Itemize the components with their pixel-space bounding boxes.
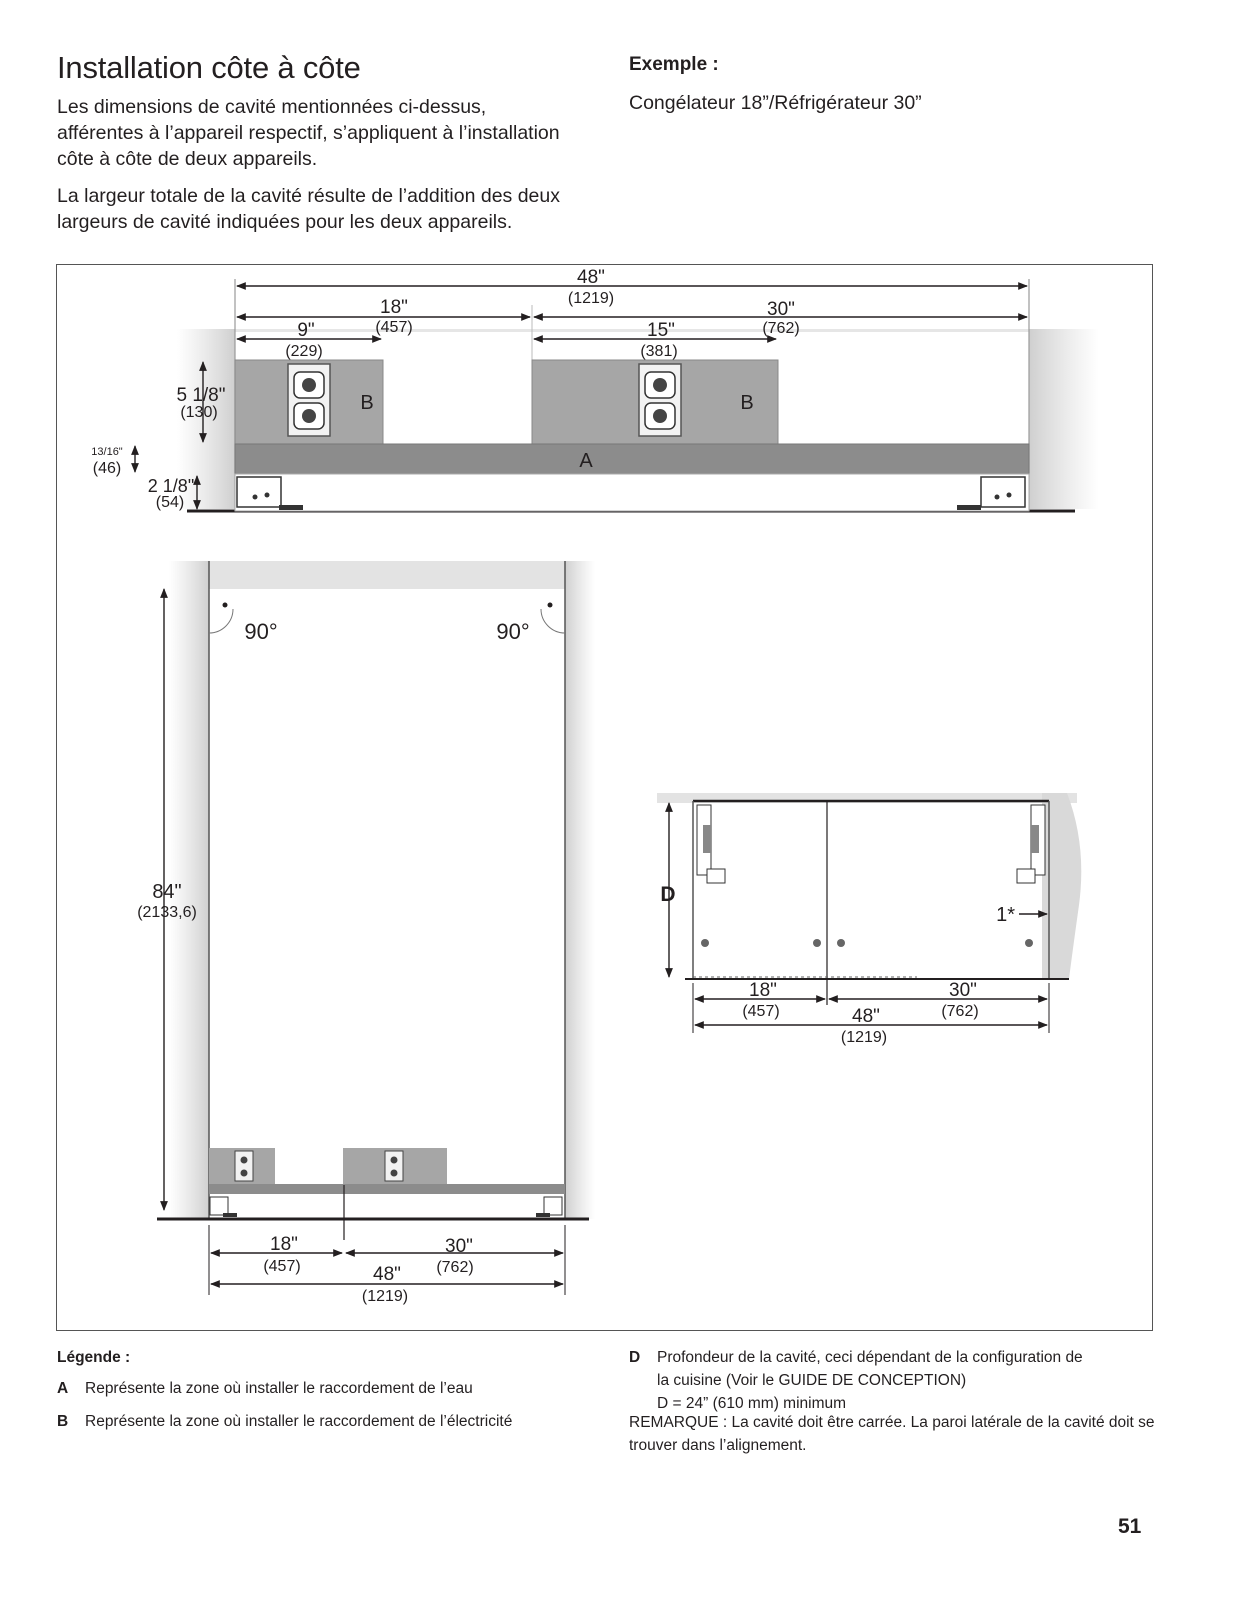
legend-text-d-3: D = 24” (610 mm) minimum — [657, 1395, 847, 1412]
remark-note: REMARQUE : La cavité doit être carrée. La paroi latérale de la cavité doit se trouver dans l’alignement. — [629, 1414, 1155, 1454]
dim-a-height-mm: (46) — [92, 460, 122, 477]
dim-left-in: 18" — [380, 297, 408, 318]
outlet-icon — [385, 1151, 403, 1181]
dim-right-mm: (762) — [762, 320, 800, 337]
top-elevation — [91, 267, 1099, 511]
diagram-svg — [57, 265, 1154, 1332]
dim-plan-right-in: 30" — [949, 980, 977, 1001]
dim-plan-left-in: 18" — [749, 980, 777, 1001]
angle-left: 90° — [244, 619, 278, 644]
front-wall-right-shade — [565, 561, 595, 1219]
dim-plan-total-in: 48" — [852, 1006, 880, 1027]
legend-key-a: A — [57, 1380, 69, 1397]
label-d: D — [660, 883, 676, 906]
label-a: A — [579, 450, 593, 472]
angle-right: 90° — [496, 619, 530, 644]
outlet-icon — [235, 1151, 253, 1181]
dim-right-in: 30" — [767, 299, 795, 320]
angle-arc-left — [209, 609, 233, 633]
legend-text-d-2: la cuisine (Voir le GUIDE DE CONCEPTION) — [657, 1372, 967, 1389]
wall-right-shade — [1029, 329, 1099, 509]
hinge-bracket-icon — [1017, 805, 1045, 883]
legend-text-d-1: Profondeur de la cavité, ceci dépendant de la configuration de — [657, 1349, 1083, 1366]
dim-front-left-in: 18" — [270, 1234, 298, 1255]
installation-diagram — [56, 264, 1153, 1331]
dim-plan-total-mm: (1219) — [840, 1029, 888, 1046]
dim-front-right-in: 30" — [445, 1236, 473, 1257]
outlet-icon — [639, 364, 681, 436]
dim-b2-in: 15" — [647, 320, 675, 341]
dim-b1-mm: (229) — [285, 343, 323, 360]
example-title: Exemple : — [629, 54, 719, 75]
dim-b2-mm: (381) — [640, 343, 678, 360]
label-b-left: B — [360, 392, 374, 414]
dim-gap: 1* — [996, 904, 1015, 926]
dim-height-in: 84" — [152, 881, 182, 903]
dim-front-left-mm: (457) — [263, 1258, 301, 1275]
dim-plan-left-mm: (457) — [742, 1003, 780, 1020]
front-zone-a — [209, 1184, 565, 1194]
dim-front-total-in: 48" — [373, 1264, 401, 1285]
zone-a — [235, 444, 1029, 474]
corner-dot — [223, 603, 228, 608]
legend-item-b — [57, 1413, 512, 1431]
outlet-icon — [288, 364, 330, 436]
page-number: 51 — [1118, 1515, 1142, 1538]
legend-text-b: Représente la zone où installer le raccordement de l’électricité — [85, 1413, 513, 1430]
dim-base-height-mm: (54) — [155, 494, 185, 511]
legend-text-a: Représente la zone où installer le raccordement de l’eau — [85, 1380, 473, 1397]
dim-b1-in: 9" — [297, 320, 315, 341]
front-elevation — [137, 561, 595, 1305]
dim-b-height-mm: (130) — [180, 404, 218, 421]
width-paragraph: La largeur totale de la cavité résulte de l’addition des deux largeurs de cavité indiquées pour les deux appareils. — [57, 185, 560, 233]
hinge-bracket-icon — [697, 805, 725, 883]
legend-item-a — [57, 1380, 473, 1398]
base-zone — [235, 474, 1029, 511]
intro-paragraph: Les dimensions de cavité mentionnées ci-dessus, afférentes à l’appareil respectif, s’appliquent à l’installation côte à côte de deux appareils. — [57, 96, 560, 170]
dim-front-right-mm: (762) — [436, 1259, 474, 1276]
plan-wall-shade — [1042, 793, 1081, 979]
foot-bracket-icon — [210, 1197, 237, 1217]
corner-dot — [548, 603, 553, 608]
angle-arc-right — [541, 609, 565, 633]
plan-dot — [837, 939, 845, 947]
dim-plan-right-mm: (762) — [941, 1003, 979, 1020]
dim-total-mm: (1219) — [567, 290, 615, 307]
foot-bracket-icon — [536, 1197, 562, 1217]
dim-a-height-in: 13/16" — [91, 446, 123, 458]
legend-item-d — [629, 1346, 1169, 1415]
dim-b-height-in: 5 1/8" — [176, 385, 226, 406]
plan-dot — [701, 939, 709, 947]
plan-dot — [813, 939, 821, 947]
plan-dot — [1025, 939, 1033, 947]
legend-title: Légende : — [57, 1349, 131, 1366]
front-top-shade — [209, 561, 565, 589]
dim-total-in: 48" — [577, 267, 605, 288]
dim-base-height-in: 2 1/8" — [147, 476, 195, 496]
label-b-right: B — [740, 392, 754, 414]
plan-view — [657, 793, 1081, 1046]
page-title: Installation côte à côte — [57, 50, 361, 85]
example-text: Congélateur 18”/Réfrigérateur 30” — [629, 92, 922, 114]
dim-front-total-mm: (1219) — [361, 1288, 409, 1305]
legend-key-b: B — [57, 1413, 69, 1430]
dim-left-mm: (457) — [375, 319, 413, 336]
wall-top-shade — [235, 329, 1029, 332]
legend-key-d: D — [629, 1349, 641, 1366]
dim-height-mm: (2133,6) — [137, 904, 197, 921]
